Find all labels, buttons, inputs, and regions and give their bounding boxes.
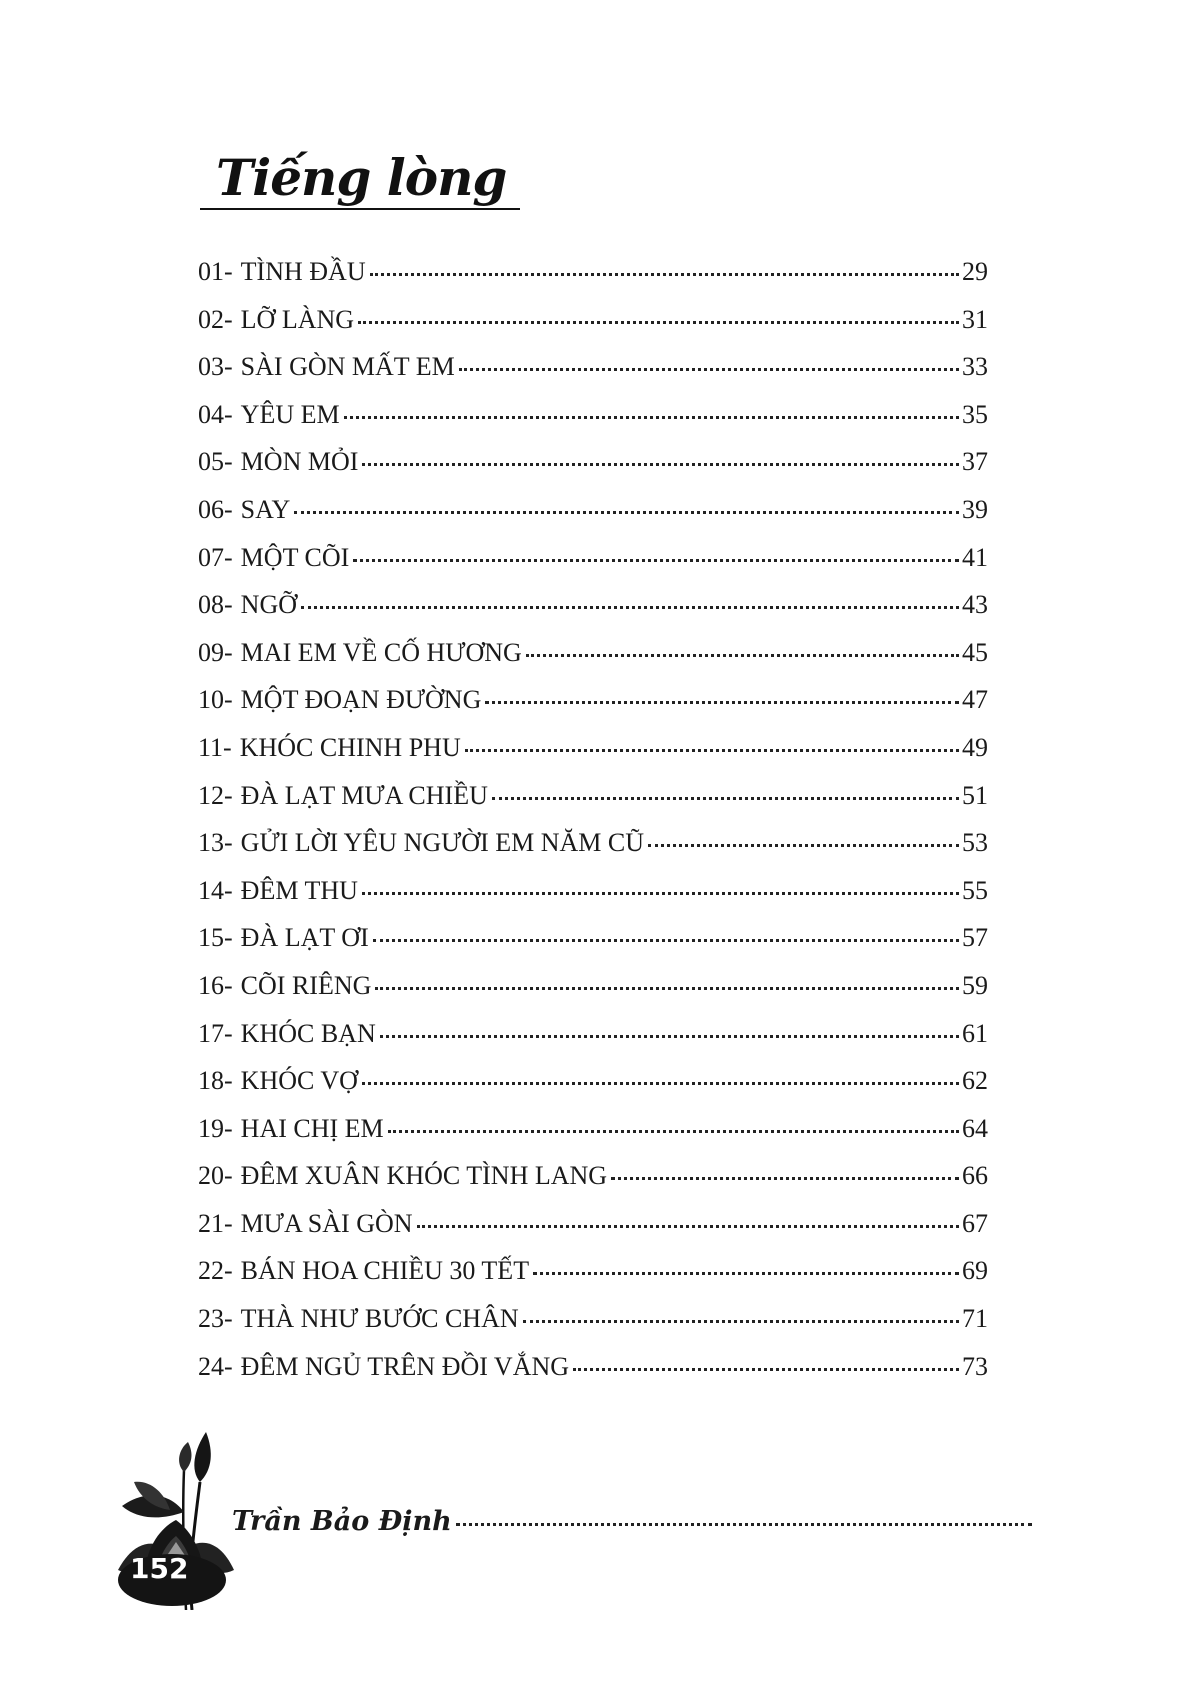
toc-entry — [198, 1057, 988, 1105]
toc-entry-number: 15- — [198, 923, 233, 953]
dot-leader — [301, 606, 959, 609]
dot-leader — [533, 1272, 959, 1275]
toc-entry-title: KHÓC VỢ — [240, 1066, 358, 1096]
page-footer — [114, 1420, 1034, 1610]
toc-entry-title: SAY — [240, 494, 291, 524]
toc-entry-page: 59 — [962, 970, 988, 1000]
toc-entry-page: 47 — [962, 685, 988, 715]
toc-entry-number: 09- — [198, 637, 233, 667]
toc-entry-number: 04- — [198, 399, 233, 429]
toc-entry — [198, 1247, 988, 1295]
toc-entry-title: MAI EM VỀ CỐ HƯƠNG — [240, 637, 522, 667]
toc-entry — [198, 296, 988, 344]
toc-entry-number: 07- — [198, 542, 233, 572]
toc-entry — [198, 629, 988, 677]
dot-leader — [611, 1177, 959, 1180]
toc-entry-page: 41 — [962, 542, 988, 572]
toc-entry-page: 51 — [962, 780, 988, 810]
dot-leader — [358, 321, 959, 324]
dot-leader — [362, 463, 959, 466]
toc-entry — [198, 819, 988, 867]
toc-entry-title: NGỠ — [240, 590, 298, 620]
toc-entry-number: 20- — [198, 1161, 233, 1191]
toc-entry-page: 64 — [962, 1113, 988, 1143]
toc-entry-page: 35 — [962, 399, 988, 429]
author-line — [232, 1506, 1032, 1537]
dot-leader — [375, 987, 959, 990]
toc-entry-page: 43 — [962, 590, 988, 620]
toc-entry-page: 69 — [962, 1256, 988, 1286]
dot-leader — [388, 1130, 959, 1133]
dot-leader — [465, 749, 959, 752]
toc-entry — [198, 1295, 988, 1343]
toc-entry-number: 08- — [198, 590, 233, 620]
toc-entry-title: KHÓC BẠN — [240, 1018, 376, 1048]
toc-entry-page: 39 — [962, 494, 988, 524]
dot-leader — [353, 559, 959, 562]
toc-entry-title: KHÓC CHINH PHU — [239, 732, 461, 762]
toc-entry-title: CÕI RIÊNG — [240, 970, 372, 1000]
toc-entry-page: 62 — [962, 1066, 988, 1096]
dot-leader — [362, 892, 959, 895]
dot-leader — [417, 1225, 959, 1228]
toc-entry — [198, 1105, 988, 1153]
dot-leader — [362, 1082, 959, 1085]
toc-entry-title: ĐÊM XUÂN KHÓC TÌNH LANG — [240, 1161, 608, 1191]
toc-entry-title: ĐÊM THU — [240, 875, 358, 905]
toc-entry-page: 61 — [962, 1018, 988, 1048]
toc-entry-number: 21- — [198, 1208, 233, 1238]
toc-entry-number: 13- — [198, 828, 233, 858]
toc-entry — [198, 343, 988, 391]
toc-entry-page: 29 — [962, 257, 988, 286]
dot-leader — [648, 844, 959, 847]
toc-entry — [198, 724, 988, 772]
toc-entry-page: 66 — [962, 1161, 988, 1191]
toc-entry — [198, 962, 988, 1010]
toc-entry-page: 31 — [962, 304, 988, 334]
toc-entry-title: LỠ LÀNG — [240, 304, 355, 334]
toc-entry-title: THÀ NHƯ BƯỚC CHÂN — [240, 1304, 519, 1334]
toc-entry-page: 37 — [962, 447, 988, 477]
toc-entry-title: MƯA SÀI GÒN — [240, 1208, 413, 1238]
toc-entry-title: YÊU EM — [240, 399, 340, 429]
toc-entry — [198, 914, 988, 962]
toc-entry — [198, 534, 988, 582]
toc-entry-title: ĐÀ LẠT ƠI — [240, 923, 369, 953]
toc-entry-number: 06- — [198, 494, 233, 524]
toc-entry-title: ĐÀ LẠT MƯA CHIỀU — [240, 780, 488, 810]
toc-entry-page: 67 — [962, 1208, 988, 1238]
toc-entry-number: 24- — [198, 1351, 233, 1381]
toc-entry-title: SÀI GÒN MẤT EM — [240, 352, 455, 382]
page-title: Tiếng lòng — [216, 148, 507, 207]
toc-entry-number: 19- — [198, 1113, 233, 1143]
toc-entry — [198, 248, 988, 296]
toc-entry-number: 22- — [198, 1256, 233, 1286]
toc-entry-title: BÁN HOA CHIỀU 30 TẾT — [240, 1256, 530, 1286]
toc-entry-number: 12- — [198, 780, 233, 810]
toc-entry-title: MỘT ĐOẠN ĐƯỜNG — [240, 685, 482, 715]
toc-entry-title: GỬI LỜI YÊU NGƯỜI EM NĂM CŨ — [240, 828, 645, 858]
toc-entry-number: 18- — [198, 1066, 233, 1096]
toc-entry-number: 02- — [198, 304, 233, 334]
toc-entry-number: 16- — [198, 970, 233, 1000]
toc-entry-page: 53 — [962, 828, 988, 858]
toc-entry-number: 05- — [198, 447, 233, 477]
dot-leader — [456, 1523, 1032, 1526]
toc-entry-page: 49 — [962, 732, 988, 762]
toc-entry-title: MÒN MỎI — [240, 447, 359, 477]
toc-entry-number: 17- — [198, 1018, 233, 1048]
toc-entry — [198, 772, 988, 820]
toc-entry-page: 73 — [962, 1351, 988, 1381]
dot-leader — [573, 1368, 959, 1371]
toc-entry-number: 14- — [198, 875, 233, 905]
dot-leader — [370, 273, 959, 276]
toc-entry — [198, 581, 988, 629]
toc-entry — [198, 438, 988, 486]
toc-entry-number: 03- — [198, 352, 233, 382]
dot-leader — [373, 939, 959, 942]
page-number: 152 — [130, 1552, 189, 1585]
toc-entry-number: 10- — [198, 685, 233, 715]
toc-entry-page: 55 — [962, 875, 988, 905]
toc-entry-number: 11- — [198, 732, 232, 762]
dot-leader — [344, 416, 959, 419]
toc-entry — [198, 676, 988, 724]
author-name: Trần Bảo Định — [232, 1506, 452, 1537]
dot-leader — [492, 797, 959, 800]
toc-entry-page: 45 — [962, 637, 988, 667]
toc-entry-page: 33 — [962, 352, 988, 382]
toc-entry — [198, 1152, 988, 1200]
toc-entry-page: 71 — [962, 1304, 988, 1334]
toc-entry — [198, 486, 988, 534]
toc-entry — [198, 391, 988, 439]
dot-leader — [523, 1320, 959, 1323]
toc-entry-page: 57 — [962, 923, 988, 953]
dot-leader — [380, 1035, 959, 1038]
toc-entry — [198, 867, 988, 915]
toc-entry-title: HAI CHỊ EM — [240, 1113, 384, 1143]
dot-leader — [294, 511, 959, 514]
toc-entry — [198, 1343, 988, 1391]
dot-leader — [526, 654, 959, 657]
toc-entry-title: MỘT CÕI — [240, 542, 350, 572]
toc-entry-title: TÌNH ĐẦU — [240, 257, 366, 286]
title-underline — [200, 208, 520, 210]
toc-entry — [198, 1200, 988, 1248]
dot-leader — [459, 368, 959, 371]
toc-entry — [198, 1010, 988, 1058]
table-of-contents — [198, 248, 988, 1390]
toc-entry-number: 23- — [198, 1304, 233, 1334]
toc-entry-title: ĐÊM NGỦ TRÊN ĐỒI VẮNG — [240, 1351, 570, 1381]
dot-leader — [485, 701, 959, 704]
toc-entry-number: 01- — [198, 257, 233, 286]
